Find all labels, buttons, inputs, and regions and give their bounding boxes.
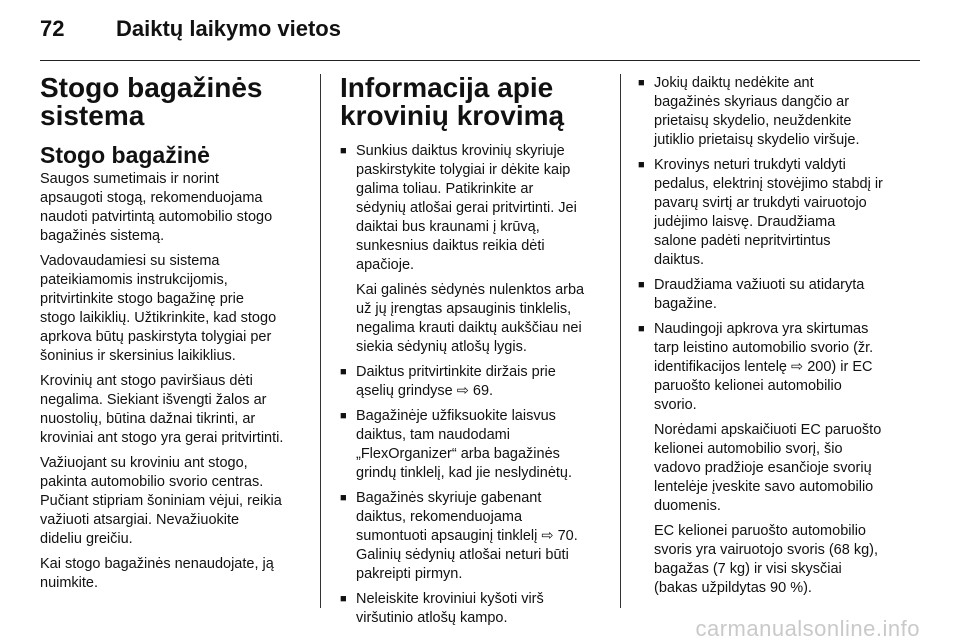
text-line: nuimkite. <box>40 575 99 591</box>
list-item-paragraph <box>356 281 608 357</box>
text-line: stogo laikiklių. Užtikrinkite, kad stogo <box>40 310 277 326</box>
bullet-marker-icon: ■ <box>340 145 347 157</box>
list-item-paragraph <box>654 421 920 516</box>
text-line: identifikacijos lentelę ⇨ 200) ir EC <box>654 359 873 375</box>
text-line: sėdynių atlošai gerai pritvirtinti. Jei <box>356 200 577 216</box>
list-item-paragraph <box>654 320 920 415</box>
text-line: Vadovaudamiesi su sistema <box>40 253 220 269</box>
text-line: Jokių daiktų nedėkite ant <box>654 75 814 91</box>
text-line: salone padėti nepritvirtintus <box>654 233 831 249</box>
text-line: Naudingoji apkrova yra skirtumas <box>654 321 869 337</box>
text-line: Galinių sėdynių atlošai neturi būti <box>356 547 569 563</box>
text-line: Krovinių ant stogo paviršiaus dėti <box>40 373 253 389</box>
text-line: sunkesnius daiktus reikia dėti <box>356 238 545 254</box>
text-line: tarp leistino automobilio svorio (žr. <box>654 340 874 356</box>
text-line: pakinta automobilio svorio centras. <box>40 474 264 490</box>
bullet-marker-icon: ■ <box>340 410 347 422</box>
heading-line: Stogo bagažinės <box>40 72 263 103</box>
bullet-list <box>340 142 608 628</box>
text-line: prietaisų skydelio, neuždenkite <box>654 113 852 129</box>
text-line: kelionei automobilio svorį, šio <box>654 441 843 457</box>
right-column <box>638 74 920 604</box>
running-title: Daiktų laikymo vietos <box>116 16 341 41</box>
list-item <box>340 142 608 357</box>
text-line: bagažinės skyriaus dangčio ar <box>654 94 850 110</box>
text-line: apačioje. <box>356 257 415 273</box>
section-heading <box>340 74 608 130</box>
text-line: dideliu greičiu. <box>40 531 133 547</box>
heading-line: Informacija apie <box>340 72 554 103</box>
list-item-paragraph <box>654 156 920 270</box>
text-line: daiktai bus kraunami į krūvą, <box>356 219 540 235</box>
text-line: „FlexOrganizer“ arba bagažinės <box>356 446 560 462</box>
text-line: daiktus, tam naudodami <box>356 427 510 443</box>
text-line: svorio. <box>654 397 697 413</box>
bullet-marker-icon: ■ <box>340 492 347 504</box>
body-paragraph <box>40 170 308 246</box>
text-line: pritvirtinkite stogo bagažinę prie <box>40 291 244 307</box>
text-line: už jų įrengtas apsauginis tinklelis, <box>356 301 572 317</box>
text-line: siekia sėdynių atlošų lygis. <box>356 339 527 355</box>
column-divider-1 <box>320 74 321 608</box>
text-line: judėjimo laisvę. Draudžiama <box>654 214 836 230</box>
subsection-heading: Stogo bagažinė <box>40 142 210 168</box>
text-line: Kai galinės sėdynės nulenktos arba <box>356 282 585 298</box>
list-item-paragraph <box>356 590 608 628</box>
text-line: Neleiskite kroviniui kyšoti virš <box>356 591 544 607</box>
text-line: apsaugoti stogą, rekomenduojama <box>40 190 263 206</box>
text-line: jutiklio prietaisų skydelio viršuje. <box>654 132 860 148</box>
text-line: Bagažinėje užfiksuokite laisvus <box>356 408 556 424</box>
section-heading <box>40 74 308 130</box>
text-line: pavarų svirtį ar trukdyti vairuotojo <box>654 195 867 211</box>
text-line: Kai stogo bagažinės nenaudojate, ją <box>40 556 274 572</box>
text-line: EC kelionei paruošto automobilio <box>654 523 866 539</box>
text-line: nuostolių, būtina dažnai tikrinti, ar <box>40 411 256 427</box>
text-line: paskirstykite tolygiai ir dėkite kaip <box>356 162 571 178</box>
watermark: carmanualsonline.info <box>695 616 920 641</box>
text-line: pakreipti pirmyn. <box>356 566 463 582</box>
body-paragraph <box>40 555 308 593</box>
list-item <box>638 276 920 314</box>
bullet-marker-icon: ■ <box>638 279 645 291</box>
text-line: aprkova būtų paskirstyta tolygiai per <box>40 329 272 345</box>
text-line: vadovo pradžioje esančioje svorių <box>654 460 872 476</box>
text-line: naudoti patvirtintą automobilio stogo <box>40 209 273 225</box>
text-line: daiktus. <box>654 252 704 268</box>
list-item-paragraph <box>356 363 608 401</box>
text-line: lentelėje įveskite savo automobilio <box>654 479 874 495</box>
text-line: bagažine. <box>654 296 717 312</box>
header-rule <box>40 60 920 61</box>
list-item <box>340 489 608 584</box>
text-line: šoninius ir skersinius laikiklius. <box>40 348 236 364</box>
list-item <box>340 590 608 628</box>
text-line: Bagažinės skyriuje gabenant <box>356 490 542 506</box>
text-line: bagažinės sistemą. <box>40 228 165 244</box>
list-item <box>638 156 920 270</box>
text-line: pedalus, elektrinį stovėjimo stabdį ir <box>654 176 883 192</box>
bullet-marker-icon: ■ <box>340 593 347 605</box>
list-item <box>638 74 920 150</box>
bullet-marker-icon: ■ <box>638 159 645 171</box>
text-line: Važiuojant su kroviniu ant stogo, <box>40 455 248 471</box>
heading-line: sistema <box>40 100 145 131</box>
text-line: svoris yra vairuotojo svoris (68 kg), <box>654 542 879 558</box>
text-line: Draudžiama važiuoti su atidaryta <box>654 277 865 293</box>
body-paragraph <box>40 454 308 549</box>
middle-column <box>340 74 608 634</box>
page-number: 72 <box>40 16 65 41</box>
text-line: Norėdami apskaičiuoti EC paruošto <box>654 422 882 438</box>
text-line: Krovinys neturi trukdyti valdyti <box>654 157 846 173</box>
text-line: viršutinio atlošų kampo. <box>356 610 508 626</box>
text-line: važiuoti atsargiai. Nevažiuokite <box>40 512 240 528</box>
text-line: negalima. Siekiant išvengti žalos ar <box>40 392 267 408</box>
text-line: galima toliau. Patikrinkite ar <box>356 181 534 197</box>
text-line: bagažas (7 kg) ir visi skysčiai <box>654 561 842 577</box>
body-paragraph <box>40 372 308 448</box>
heading-line: krovinių krovimą <box>340 100 565 131</box>
bullet-marker-icon: ■ <box>638 77 645 89</box>
list-item-paragraph <box>356 142 608 275</box>
list-item-paragraph <box>356 407 608 483</box>
text-line: Saugos sumetimais ir norint <box>40 171 219 187</box>
text-line: pateikiamomis instrukcijomis, <box>40 272 228 288</box>
text-line: kroviniai ant stogo yra gerai pritvirtinti. <box>40 430 284 446</box>
list-item-paragraph <box>654 74 920 150</box>
list-item-paragraph <box>654 276 920 314</box>
list-item-paragraph <box>654 522 920 598</box>
text-line: ąselių grindyse ⇨ 69. <box>356 383 494 399</box>
text-line: (bakas užpildytas 90 %). <box>654 580 812 596</box>
text-line: grindų tinklelį, kad jie neslydinėtų. <box>356 465 573 481</box>
list-item <box>340 407 608 483</box>
text-line: daiktus, rekomenduojama <box>356 509 523 525</box>
list-item <box>340 363 608 401</box>
text-line: Pučiant stipriam šoniniam vėjui, reikia <box>40 493 282 509</box>
list-item <box>638 320 920 598</box>
text-line: negalima krauti daiktų aukščiau nei <box>356 320 582 336</box>
text-line: paruošto kelionei automobilio <box>654 378 842 394</box>
text-line: duomenis. <box>654 498 721 514</box>
bullet-marker-icon: ■ <box>340 366 347 378</box>
bullet-marker-icon: ■ <box>638 323 645 335</box>
text-line: Sunkius daiktus krovinių skyriuje <box>356 143 565 159</box>
body-paragraph <box>40 252 308 366</box>
left-column <box>40 74 308 599</box>
list-item-paragraph <box>356 489 608 584</box>
column-divider-2 <box>620 74 621 608</box>
bullet-list <box>638 74 920 598</box>
text-line: Daiktus pritvirtinkite diržais prie <box>356 364 556 380</box>
text-line: sumontuoti apsauginį tinklelį ⇨ 70. <box>356 528 578 544</box>
